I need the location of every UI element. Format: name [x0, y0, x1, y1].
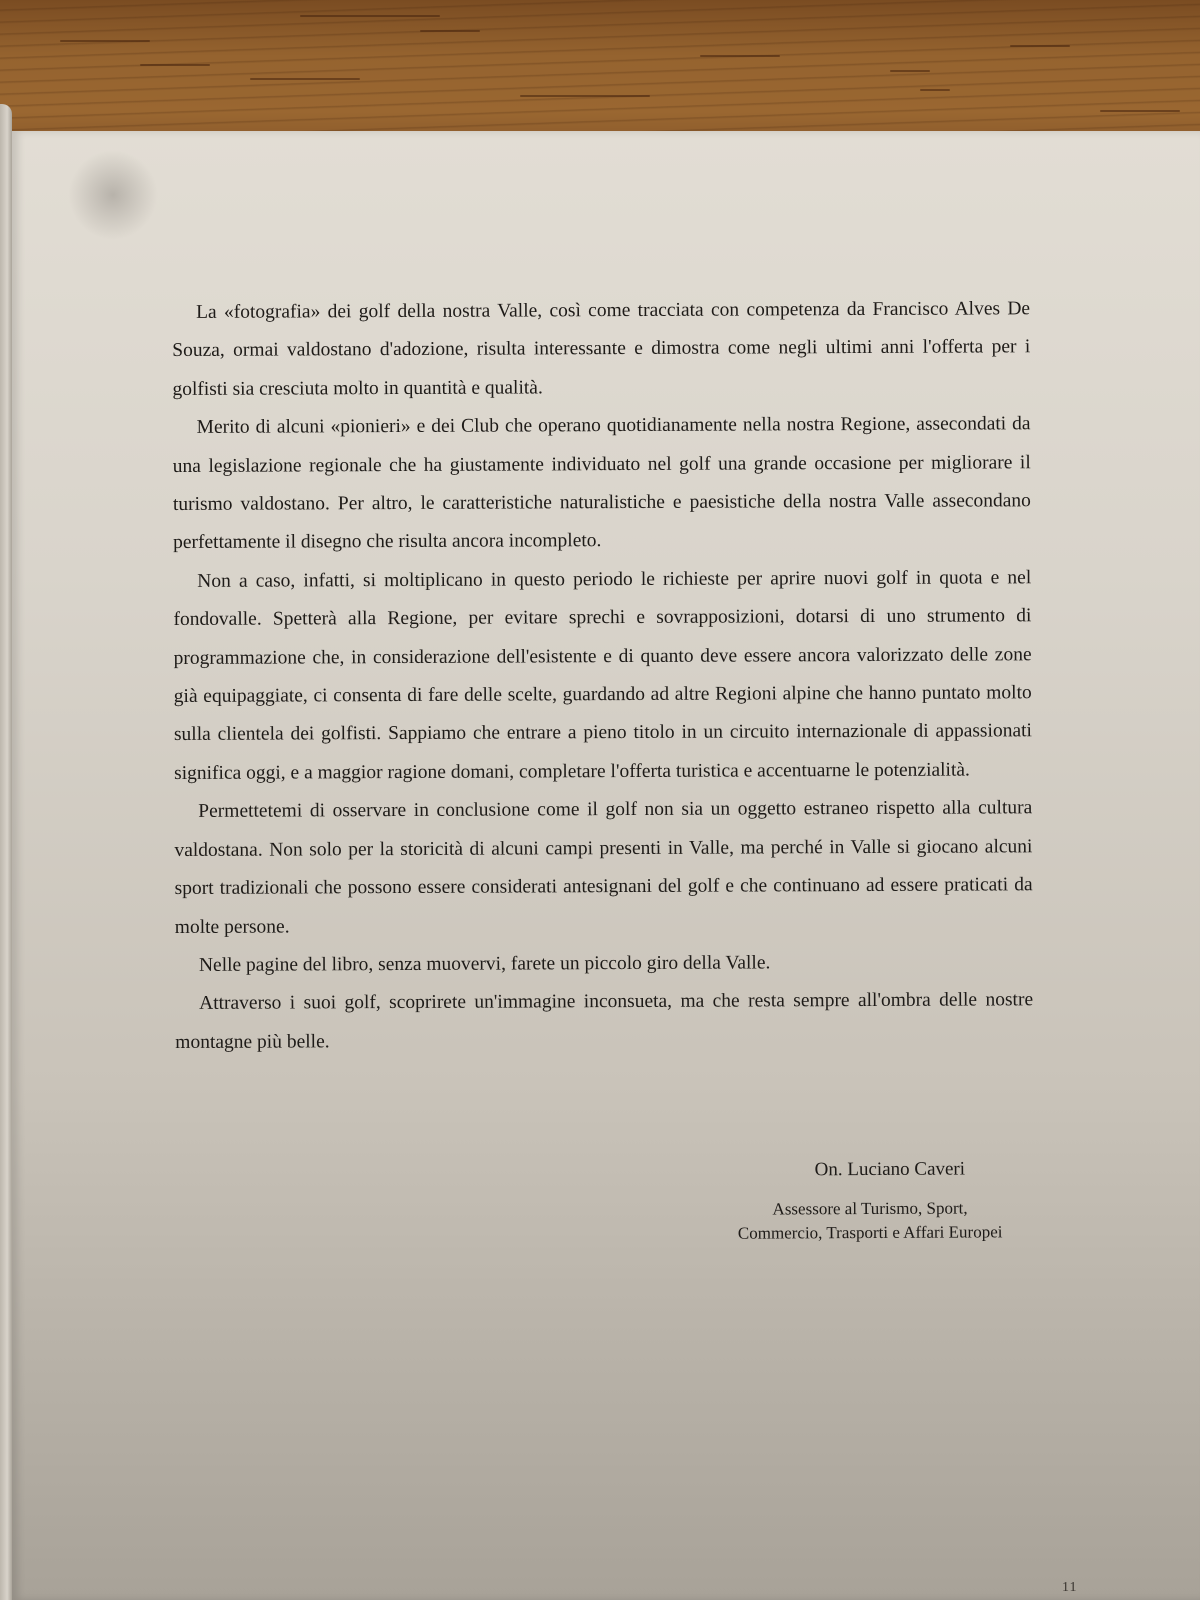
wood-grain: [60, 40, 150, 42]
wood-grain: [520, 95, 650, 97]
page-number: 11: [1062, 1580, 1078, 1595]
wood-grain: [1100, 110, 1180, 112]
wood-grain: [920, 89, 950, 91]
paragraph: Non a caso, infatti, si moltiplicano in questo periodo le richieste per aprire nuovi golf in quota e nel fondovalle. Spetterà alla Regione, per evitare sprechi e sovrapposizioni, dotarsi di uno strumento di programmazione che, in considerazione dell'esistente e di quanto deve essere ancora valorizzato delle zone già equipaggiate, ci consenta di fare delle scelte, guardando ad altre Regioni alpine che hanno puntato molto sulla clientela dei golfisti. Sappiamo che entrare a pieno titolo in un circuito internazionale di appassionati significa oggi, e a maggior ragione domani, completare l'offerta turistica e accentuarne le potenzialità.: [173, 567, 1032, 784]
wood-grain: [300, 15, 440, 17]
wooden-table-background: [0, 0, 1200, 140]
paragraph: La «fotografia» dei golf della nostra Valle, così come tracciata con competenza da Francisco Alves De Souza, ormai valdostano d'adozione, risulta interessante e dimostra come negli ultimi anni l'offerta per i golfisti sia cresciuta molto in quantità e qualità.: [172, 298, 1031, 400]
wood-grain: [140, 64, 210, 66]
paragraph: Permettetemi di osservare in conclusione come il golf non sia un oggetto estraneo rispetto alla cultura valdostana. Non solo per la storicità di alcuni campi presenti in Valle, ma perché in Valle si giocano alcuni sport tradizionali che possono essere considerati antesignani del golf e che continuano ad essere praticati da molte persone.: [174, 797, 1033, 938]
paragraph: Nelle pagine del libro, senza muovervi, farete un piccolo giro della Valle.: [198, 952, 771, 976]
page-shadow-spot: [68, 150, 158, 240]
signatory-name: On. Luciano Caveri: [814, 1158, 966, 1181]
signatory-role: [700, 1196, 1040, 1246]
wood-grain: [420, 30, 480, 32]
signature-block: [700, 1156, 1040, 1246]
paragraph: Merito di alcuni «pionieri» e dei Club che operano quotidianamente nella nostra Regione, assecondati da una legislazione regionale che ha giustamente individuato nel golf una grande occasione per migliorare il turismo valdostano. Per altro, le caratteristiche naturalistiche e paesistiche della nostra Valle assecondano perfettamente il disegno che risulta ancora incompleto.: [172, 413, 1031, 554]
wood-grain: [250, 78, 360, 80]
book-spine-edge: [0, 104, 12, 1600]
signatory-role-line: Commercio, Trasporti e Affari Europei: [737, 1222, 1003, 1243]
wood-grain: [1010, 45, 1070, 47]
signatory-role-line: Assessore al Turismo, Sport,: [772, 1198, 968, 1219]
paragraph: Attraverso i suoi golf, scoprirete un'immagine inconsueta, ma che resta sempre all'ombra delle nostre montagne più belle.: [175, 989, 1034, 1053]
wood-grain: [700, 55, 780, 57]
wood-grain: [890, 70, 930, 72]
body-text: [172, 290, 1033, 1062]
